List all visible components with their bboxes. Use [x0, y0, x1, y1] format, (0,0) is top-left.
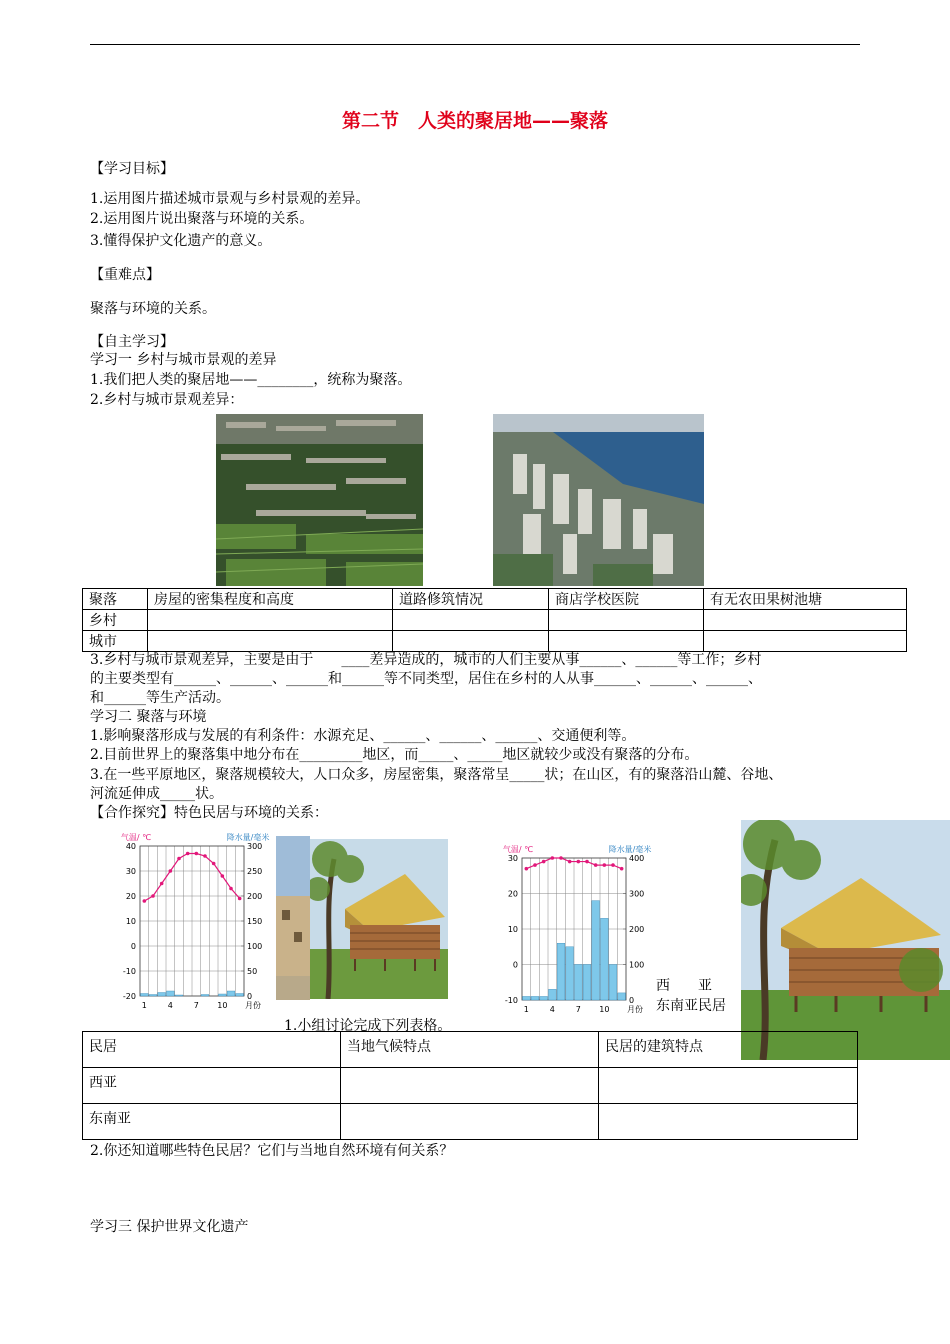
temperature-point: [620, 867, 624, 871]
x-tick-label: 7: [575, 1005, 581, 1014]
y1-tick-label: -10: [504, 996, 518, 1005]
goals-heading: 【学习目标】: [90, 161, 174, 177]
precipitation-bar: [167, 991, 175, 996]
temperature-point: [525, 867, 529, 871]
precipitation-bar: [583, 965, 591, 1001]
table-cell[interactable]: [549, 631, 704, 652]
temperature-point: [177, 857, 181, 861]
precipitation-bar: [618, 993, 626, 1000]
x-tick-label: 4: [167, 1001, 173, 1010]
temperature-point: [551, 856, 555, 860]
temperature-point: [533, 863, 537, 867]
dwelling-table: [82, 1031, 858, 1140]
section-2-title: 学习二 聚落与环境: [90, 709, 207, 725]
temperature-point: [212, 862, 216, 866]
temperature-point: [151, 894, 155, 898]
y1-tick-label: 20: [125, 892, 136, 901]
y1-tick-label: -10: [122, 967, 136, 976]
y2-tick-label: 50: [247, 967, 258, 976]
y1-tick-label: 10: [125, 917, 136, 926]
y2-tick-label: 0: [629, 996, 635, 1005]
settlement-compare-table: [82, 588, 907, 652]
southeast-asia-label: 东南亚民居: [656, 998, 726, 1014]
table-cell[interactable]: [704, 610, 907, 631]
y2-tick-label: 100: [247, 942, 263, 951]
precipitation-bar: [227, 991, 235, 996]
x-tick-label: 10: [599, 1005, 610, 1014]
y2-tick-label: 150: [247, 917, 263, 926]
climate-chart-west-asia: [110, 828, 270, 1014]
precipitation-bar: [175, 995, 183, 996]
temperature-point: [542, 860, 546, 864]
question-3-line2: 的主要类型有______、______、______和______等不同类型，居住在乡村的人从事______、______、______、: [90, 671, 762, 687]
precipitation-bar: [141, 994, 149, 997]
table-row-label: 西亚: [83, 1068, 341, 1104]
y1-tick-label: 0: [512, 960, 518, 970]
temperature-point: [143, 899, 147, 903]
west-asia-dwelling-photo: [276, 836, 310, 1000]
precipitation-bar: [158, 993, 166, 997]
y1-tick-label: 40: [125, 842, 136, 851]
precipitation-bar: [236, 994, 244, 997]
s2-question-3b: 河流延伸成_____状。: [90, 786, 223, 802]
climate-chart-southeast-asia: [492, 840, 670, 1016]
table-row-label: 东南亚: [83, 1104, 341, 1140]
precipitation-bar: [149, 995, 157, 997]
table-header: 商店学校医院: [549, 589, 704, 610]
section-3-title: 学习三 保护世界文化遗产: [90, 1219, 249, 1235]
coop-heading-label: 【合作探究】: [90, 805, 174, 821]
coop-heading: [90, 804, 328, 822]
precipitation-bar: [601, 918, 609, 1000]
temperature-point: [238, 897, 242, 901]
temperature-point: [195, 852, 199, 856]
temperature-point: [577, 860, 581, 864]
temperature-point: [568, 860, 572, 864]
table-cell[interactable]: [599, 1104, 858, 1140]
question-1: 1.我们把人类的聚居地——________，统称为聚落。: [90, 372, 412, 388]
precipitation-bar: [609, 965, 617, 1001]
self-study-heading: 【自主学习】: [90, 334, 174, 350]
s2-question-3a: 3.在一些平原地区，聚落规模较大，人口众多，房屋密集，聚落常呈_____状；在山区，有的聚落沿山麓、谷地、: [90, 767, 783, 783]
y2-axis-label: 降水量/毫米: [608, 845, 652, 854]
y2-tick-label: 250: [247, 867, 263, 876]
x-axis-label: 月份: [245, 1001, 261, 1010]
page-title: 第二节 人类的聚居地——聚落: [341, 110, 608, 132]
goal-item: 1.运用图片描述城市景观与乡村景观的差异。: [90, 191, 370, 207]
section-1-title: 学习一 乡村与城市景观的差异: [90, 352, 277, 368]
precipitation-bar: [557, 943, 565, 1000]
table-header: 当地气候特点: [341, 1032, 599, 1068]
table-cell[interactable]: [341, 1104, 599, 1140]
table-cell[interactable]: [393, 610, 549, 631]
y1-axis-label: 气温/ ℃: [502, 845, 534, 854]
goal-item: 3.懂得保护文化遗产的意义。: [90, 233, 272, 249]
y1-tick-label: 30: [507, 854, 518, 863]
temperature-point: [186, 852, 190, 856]
precipitation-bar: [566, 947, 574, 1000]
precipitation-bar: [592, 901, 600, 1000]
table-header: 房屋的密集程度和高度: [148, 589, 393, 610]
coop-heading-text: 特色民居与环境的关系：: [174, 805, 328, 821]
temperature-point: [203, 854, 207, 858]
x-tick-label: 1: [523, 1005, 529, 1014]
y1-tick-label: 30: [125, 867, 136, 876]
temperature-point: [603, 863, 607, 867]
x-tick-label: 4: [549, 1005, 555, 1014]
southeast-asia-house-photo: [741, 820, 950, 1060]
y2-tick-label: 100: [629, 960, 645, 970]
rural-landscape-photo: [216, 414, 423, 586]
table-cell[interactable]: [341, 1068, 599, 1104]
s2-question-2: 2.目前世界上的聚落集中地分布在_________地区，而_____、_____地区就较少或没有聚落的分布。: [90, 747, 699, 763]
y1-axis-label: 气温/ ℃: [120, 833, 152, 842]
table-cell[interactable]: [393, 631, 549, 652]
temperature-point: [221, 874, 225, 878]
table-header: 聚落: [83, 589, 148, 610]
question-3-line1: 3.乡村与城市景观差异，主要是由于 ____差异造成的，城市的人们主要从事______、______等工作；乡村: [90, 652, 762, 668]
precipitation-bar: [531, 996, 539, 1000]
question-2: 2.乡村与城市景观差异：: [90, 392, 244, 408]
table-cell[interactable]: [704, 631, 907, 652]
temperature-point: [559, 856, 563, 860]
table-cell[interactable]: [148, 610, 393, 631]
keypoints-heading: 【重难点】: [90, 267, 160, 283]
y1-tick-label: 0: [130, 942, 136, 951]
temperature-point: [611, 863, 615, 867]
temperature-point: [169, 869, 173, 873]
table-header: 民居的建筑特点: [599, 1032, 858, 1068]
precipitation-bar: [540, 996, 548, 1000]
x-tick-label: 10: [217, 1001, 228, 1010]
precipitation-bar: [219, 994, 227, 996]
table-row-label: 乡村: [83, 610, 148, 631]
header-rule: [90, 44, 860, 45]
temperature-point: [229, 887, 233, 891]
keypoints-text: 聚落与环境的关系。: [90, 301, 216, 317]
x-tick-label: 1: [141, 1001, 147, 1010]
west-asia-label: 西 亚: [656, 978, 712, 994]
y2-axis-label: 降水量/毫米: [226, 833, 270, 842]
table-row-label: 城市: [83, 631, 148, 652]
table-cell[interactable]: [549, 610, 704, 631]
y2-tick-label: 200: [247, 892, 263, 901]
y2-tick-label: 0: [247, 992, 253, 1001]
table-header: 道路修筑情况: [393, 589, 549, 610]
y1-tick-label: 10: [507, 925, 518, 934]
precipitation-bar: [575, 965, 583, 1001]
table2-caption: 1.小组讨论完成下列表格。: [284, 1018, 452, 1034]
table-header: 有无农田果树池塘: [704, 589, 907, 610]
s2-question-1: 1.影响聚落形成与发展的有利条件：水源充足、______、______、______、交通便利等。: [90, 728, 636, 744]
y1-tick-label: -20: [122, 992, 136, 1001]
table-cell[interactable]: [599, 1068, 858, 1104]
precipitation-bar: [549, 989, 557, 1000]
southeast-asia-dwelling-photo: [310, 839, 448, 999]
temperature-point: [585, 860, 589, 864]
precipitation-bar: [523, 996, 531, 1000]
temperature-point: [594, 863, 598, 867]
question-more-dwellings: 2.你还知道哪些特色民居？它们与当地自然环境有何关系？: [90, 1143, 454, 1159]
y2-tick-label: 300: [629, 889, 645, 899]
x-tick-label: 7: [193, 1001, 199, 1010]
city-landscape-photo: [493, 414, 704, 586]
y2-tick-label: 200: [629, 925, 645, 934]
precipitation-bar: [201, 995, 209, 997]
question-3-line3: 和______等生产活动。: [90, 690, 230, 706]
y2-tick-label: 400: [629, 854, 645, 863]
temperature-point: [160, 882, 164, 886]
x-axis-label: 月份: [627, 1005, 643, 1014]
table-cell[interactable]: [148, 631, 393, 652]
goal-item: 2.运用图片说出聚落与环境的关系。: [90, 211, 314, 227]
y2-tick-label: 300: [247, 842, 263, 851]
y1-tick-label: 20: [507, 889, 518, 899]
table-header: 民居: [83, 1032, 341, 1068]
